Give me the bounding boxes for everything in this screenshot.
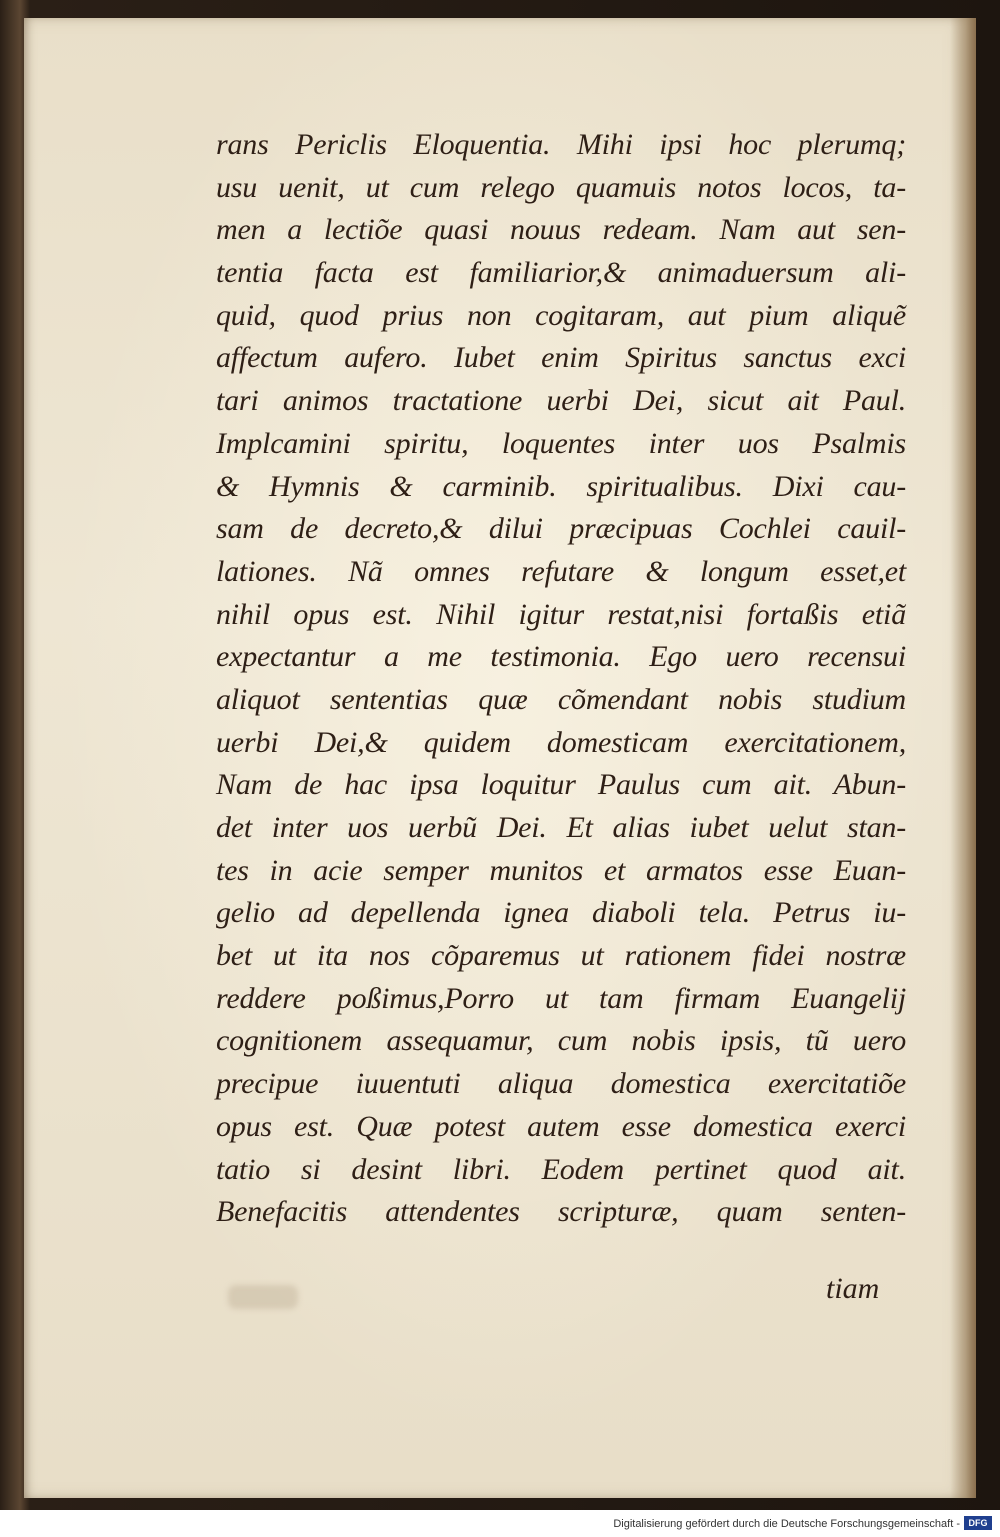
text-line: det inter uos uerbũ Dei. Et alias iubet uelut stan- <box>216 811 906 844</box>
text-line: Implcamini spiritu, loquentes inter uos Psalmis <box>216 426 906 460</box>
ink-smudge <box>228 1285 298 1309</box>
text-line: quid, quod prius non cogitaram, aut pium aliquẽ <box>216 298 906 332</box>
text-line: expectantur a me testimonia. Ego uero recensui <box>216 640 906 674</box>
text-line: aliquot sententias quæ cõmendant nobis studium <box>216 682 906 716</box>
text-line: affectum aufero. Iubet enim Spiritus sanctus exci <box>216 341 906 375</box>
text-line: & Hymnis & carminib. spiritualibus. Dixi cau- <box>216 469 906 503</box>
text-line: tari animos tractatione uerbi Dei, sicut ait Paul. <box>216 384 906 418</box>
page-edge-shadow <box>950 18 976 1498</box>
text-line: lationes. Nã omnes refutare & longum esset,et <box>216 554 906 588</box>
text-line: precipue iuuentuti aliqua domestica exercitatiõe <box>216 1067 906 1101</box>
text-block <box>216 124 906 1234</box>
text-line: reddere poßimus,Porro ut tam firmam Euangelij <box>216 981 906 1015</box>
text-line: gelio ad depellenda ignea diaboli tela. Petrus iu- <box>216 896 906 930</box>
text-line: cognitionem assequamur, cum nobis ipsis, tũ uero <box>216 1024 906 1058</box>
text-line: bet ut ita nos cõparemus ut rationem fidei nostræ <box>216 939 906 973</box>
text-line: tatio si desint libri. Eodem pertinet quod ait. <box>216 1152 906 1186</box>
text-line: rans Periclis Eloquentia. Mihi ipsi hoc plerumq; <box>216 128 906 161</box>
catchword: tiam <box>826 1272 880 1305</box>
text-line: sam de decreto,& dilui præcipuas Cochlei cauil- <box>216 512 906 546</box>
text-line: tes in acie semper munitos et armatos esse Euan- <box>216 853 906 887</box>
text-line: uerbi Dei,& quidem domesticam exercitationem, <box>216 725 906 759</box>
text-line: usu uenit, ut cum relego quamuis notos locos, ta- <box>216 170 906 204</box>
dfg-logo: DFG <box>964 1516 992 1530</box>
funding-credit: Digitalisierung gefördert durch die Deutsche Forschungsgemeinschaft - <box>613 1518 960 1530</box>
text-line: men a lectiõe quasi nouus redeam. Nam aut sen- <box>216 213 906 247</box>
text-line: tentia facta est familiarior,& animaduersum ali- <box>216 256 906 290</box>
text-line: opus est. Quæ potest autem esse domestica exerci <box>216 1109 906 1143</box>
text-line: Nam de hac ipsa loquitur Paulus cum ait. Abun- <box>216 768 906 802</box>
text-line: Benefacitis attendentes scripturæ, quam senten- <box>216 1195 906 1229</box>
text-line: nihil opus est. Nihil igitur restat,nisi fortaßis etiã <box>216 597 906 631</box>
